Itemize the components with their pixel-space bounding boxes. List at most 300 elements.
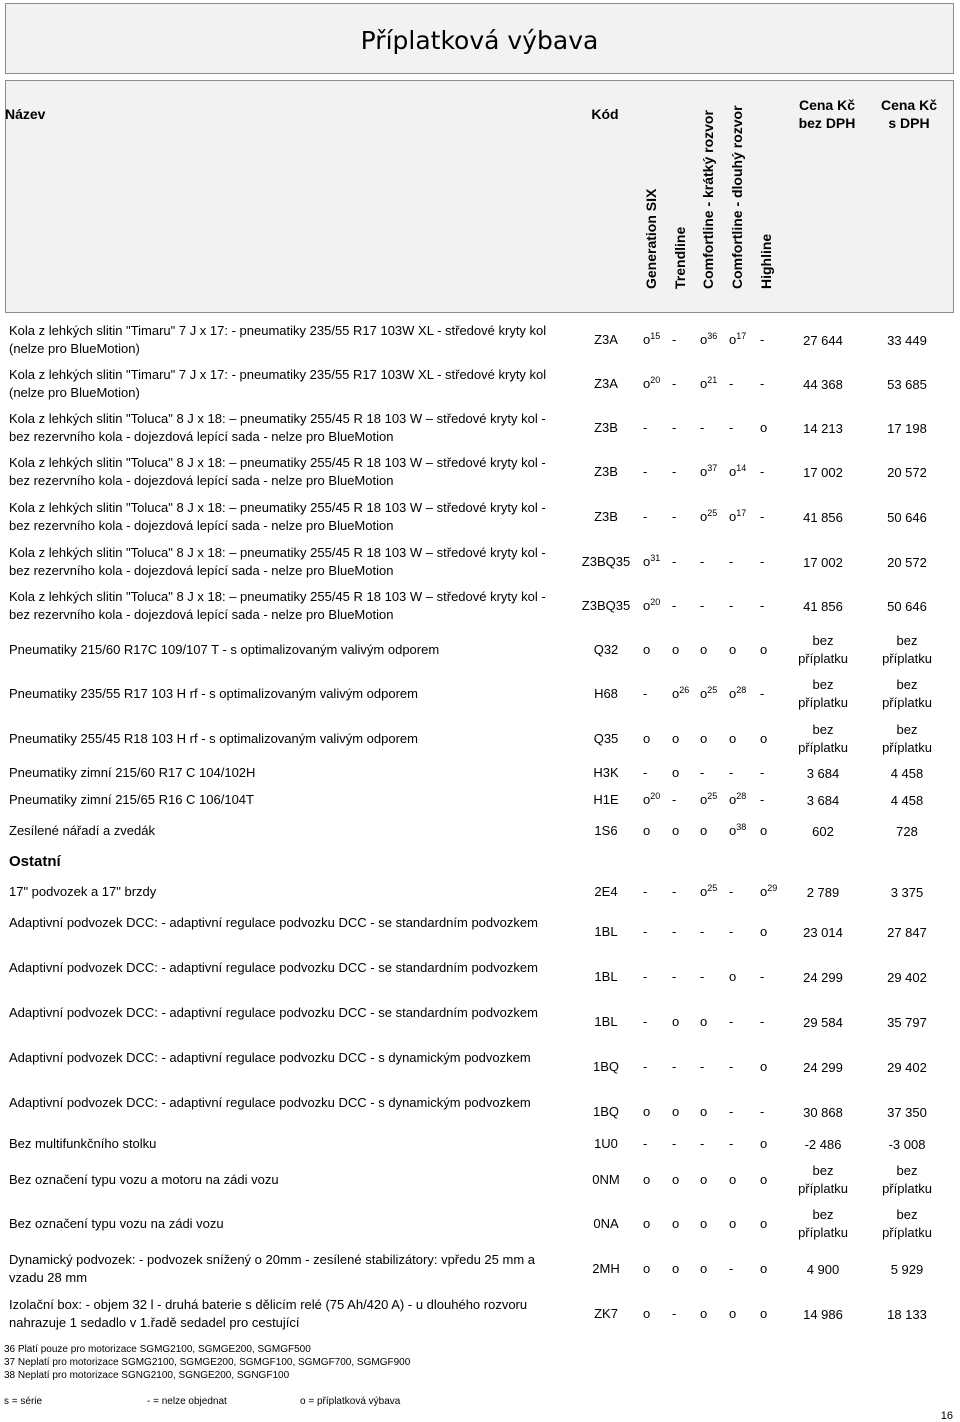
row-name: Adaptivní podvozek DCC: - adaptivní regulace podvozku DCC - s dynamickým podvozkem	[9, 1095, 531, 1110]
row-availability-cell	[729, 332, 753, 347]
row-availability-cell	[760, 509, 784, 524]
table-row	[0, 1158, 960, 1202]
row-availability-cell	[760, 765, 784, 780]
table-row	[0, 1045, 960, 1089]
availability-mark: -	[729, 420, 734, 435]
row-availability-cell	[760, 1104, 784, 1119]
row-availability-cell	[729, 376, 753, 391]
row-name: Izolační box: - objem 32 l - druhá baterie s dělicím relé (75 Ah/420 A) - u dlouhého rozvoru nahrazuje 1 sedadlo v 1.řadě sedadel pro cestující	[9, 1297, 528, 1330]
row-price-gross: 18 133	[887, 1307, 927, 1322]
row-price-gross: 20 572	[887, 555, 927, 570]
table-row	[0, 406, 960, 450]
header-variant-comfort-long: Comfortline - dlouhý rozvor	[729, 105, 745, 289]
row-availability-cell	[643, 642, 667, 657]
footnote-ref: 38	[736, 822, 747, 832]
availability-mark: o	[643, 823, 651, 838]
row-price-gross: bez příplatku	[882, 633, 932, 666]
footnote-ref: 25	[707, 685, 718, 695]
row-price-net: 29 584	[803, 1015, 843, 1030]
row-availability-cell	[700, 464, 724, 479]
row-price-net: 41 856	[803, 599, 843, 614]
availability-mark: -	[729, 884, 734, 899]
row-availability-cell	[700, 1104, 724, 1119]
row-name: Zesílené nářadí a zvedák	[9, 823, 155, 838]
availability-mark: -	[729, 1136, 734, 1151]
header-name: Název	[5, 106, 46, 122]
row-availability-cell	[700, 1172, 724, 1187]
row-availability-cell	[672, 823, 696, 838]
availability-mark: -	[672, 1136, 677, 1151]
footnote-ref: 20	[650, 375, 661, 385]
row-availability-cell	[700, 765, 724, 780]
availability-mark: -	[672, 464, 677, 479]
footnote-37: 37 Neplatí pro motorizace SGMG2100, SGMGE200, SGMGF100, SGMGF700, SGMGF900	[4, 1357, 411, 1368]
availability-mark: o	[672, 1216, 680, 1231]
row-availability-cell	[643, 969, 667, 984]
availability-mark: -	[672, 598, 677, 613]
row-availability-cell	[729, 464, 753, 479]
availability-mark: o	[700, 823, 708, 838]
availability-mark: o	[760, 1216, 768, 1231]
footnote-ref: 17	[736, 508, 747, 518]
row-price-gross: 50 646	[887, 599, 927, 614]
table-row	[0, 717, 960, 761]
row-availability-cell	[672, 1306, 696, 1321]
row-availability-cell	[643, 1216, 667, 1231]
row-price-net: 2 789	[806, 885, 840, 900]
availability-mark: -	[643, 1059, 648, 1074]
row-availability-cell	[643, 1261, 667, 1276]
table-row	[0, 495, 960, 539]
row-name: Kola z lehkých slitin "Toluca" 8 J x 18: – pneumatiky 255/45 R 18 103 W – středové kryty kol - bez rezervního kola - dojezdová lepící sada - nelze pro BlueMotion	[9, 411, 546, 444]
row-availability-cell	[700, 1059, 724, 1074]
row-availability-cell	[672, 792, 696, 807]
table-row	[0, 1000, 960, 1044]
row-price-gross: 4 458	[890, 766, 924, 781]
row-name: Kola z lehkých slitin "Toluca" 8 J x 18: – pneumatiky 255/45 R 18 103 W – středové kryty kol - bez rezervního kola - dojezdová lepící sada - nelze pro BlueMotion	[9, 589, 546, 622]
availability-mark: -	[760, 509, 765, 524]
row-name: Pneumatiky zimní 215/65 R16 C 106/104T	[9, 792, 254, 807]
row-availability-cell	[760, 792, 784, 807]
row-price-net: 602	[812, 824, 834, 839]
availability-mark: -	[729, 1059, 734, 1074]
row-availability-cell	[760, 823, 784, 838]
availability-mark: o	[700, 376, 708, 391]
availability-mark: o	[700, 1216, 708, 1231]
availability-mark: o	[729, 792, 737, 807]
header-code: Kód	[591, 106, 619, 122]
row-availability-cell	[672, 1136, 696, 1151]
footnote-ref: 15	[650, 331, 661, 341]
row-availability-cell	[643, 554, 667, 569]
availability-mark: o	[700, 1104, 708, 1119]
row-price-gross: 33 449	[887, 333, 927, 348]
row-name: Adaptivní podvozek DCC: - adaptivní regulace podvozku DCC - se standardním podvozkem	[9, 1005, 538, 1020]
row-code: Q35	[593, 731, 619, 746]
row-code: 1BL	[594, 969, 618, 984]
availability-mark: o	[760, 731, 768, 746]
row-availability-cell	[700, 969, 724, 984]
row-availability-cell	[643, 1014, 667, 1029]
header-price-gross: Cena Kč s DPH	[880, 97, 938, 131]
title-banner	[5, 3, 954, 74]
row-availability-cell	[643, 823, 667, 838]
availability-mark: -	[760, 686, 765, 701]
availability-mark: o	[643, 1104, 651, 1119]
row-availability-cell	[643, 1059, 667, 1074]
availability-mark: o	[729, 509, 737, 524]
row-price-gross: 27 847	[887, 925, 927, 940]
header-variant-trendline: Trendline	[672, 226, 688, 289]
row-price-net: 14 213	[803, 421, 843, 436]
row-availability-cell	[729, 1306, 753, 1321]
availability-mark: -	[760, 1014, 765, 1029]
row-price-gross: bez příplatku	[882, 1207, 932, 1240]
table-row	[0, 318, 960, 362]
row-availability-cell	[672, 376, 696, 391]
availability-mark: -	[729, 1014, 734, 1029]
row-availability-cell	[700, 792, 724, 807]
availability-mark: o	[643, 1172, 651, 1187]
row-price-gross: 35 797	[887, 1015, 927, 1030]
row-availability-cell	[643, 1104, 667, 1119]
availability-mark: o	[760, 420, 768, 435]
row-code: Z3A	[594, 376, 618, 391]
availability-mark: o	[643, 1306, 651, 1321]
availability-mark: o	[700, 731, 708, 746]
page-number: 16	[940, 1410, 953, 1422]
row-code: 1S6	[594, 823, 618, 838]
availability-mark: o	[672, 1261, 680, 1276]
row-availability-cell	[760, 1014, 784, 1029]
row-price-gross: 53 685	[887, 377, 927, 392]
row-availability-cell	[672, 464, 696, 479]
row-availability-cell	[672, 1216, 696, 1231]
row-name: Kola z lehkých slitin "Toluca" 8 J x 18: – pneumatiky 255/45 R 18 103 W – středové kryty kol - bez rezervního kola - dojezdová lepící sada - nelze pro BlueMotion	[9, 545, 546, 578]
table-row	[0, 1202, 960, 1246]
row-price-net: -2 486	[804, 1137, 842, 1152]
footnote-ref: 17	[736, 331, 747, 341]
availability-mark: o	[760, 884, 768, 899]
availability-mark: -	[729, 376, 734, 391]
row-code: 1BQ	[592, 1104, 619, 1119]
availability-mark: o	[729, 686, 737, 701]
availability-mark: -	[672, 1306, 677, 1321]
row-availability-cell	[700, 686, 724, 701]
availability-mark: o	[760, 823, 768, 838]
availability-mark: o	[643, 1261, 651, 1276]
row-price-gross: 5 929	[890, 1262, 924, 1277]
page-title: Příplatková výbava	[360, 26, 599, 55]
availability-mark: -	[729, 598, 734, 613]
availability-mark: -	[760, 1104, 765, 1119]
row-price-net: bez příplatku	[798, 677, 848, 710]
row-code: H1E	[593, 792, 619, 807]
row-price-net: 44 368	[803, 377, 843, 392]
row-availability-cell	[672, 332, 696, 347]
row-availability-cell	[672, 554, 696, 569]
row-availability-cell	[729, 1172, 753, 1187]
row-availability-cell	[729, 642, 753, 657]
row-code: Z3BQ35	[581, 598, 631, 613]
row-availability-cell	[760, 969, 784, 984]
row-availability-cell	[643, 464, 667, 479]
availability-mark: o	[672, 686, 680, 701]
table-row	[0, 817, 960, 845]
row-availability-cell	[760, 1306, 784, 1321]
row-availability-cell	[643, 884, 667, 899]
table-row	[0, 628, 960, 672]
row-price-net: bez příplatku	[798, 1163, 848, 1196]
availability-mark: -	[729, 765, 734, 780]
row-availability-cell	[643, 1136, 667, 1151]
table-row	[0, 1292, 960, 1336]
row-availability-cell	[729, 884, 753, 899]
availability-mark: -	[672, 554, 677, 569]
availability-mark: o	[729, 642, 737, 657]
footnote-ref: 20	[650, 791, 661, 801]
row-availability-cell	[700, 1014, 724, 1029]
availability-mark: -	[760, 792, 765, 807]
availability-mark: o	[643, 642, 651, 657]
availability-mark: -	[700, 765, 705, 780]
row-price-gross: 50 646	[887, 510, 927, 525]
row-name: Dynamický podvozek: - podvozek snížený o 20mm - zesílené stabilizátory: vpředu 25 mm a vzadu 28 mm	[9, 1252, 536, 1285]
row-availability-cell	[700, 1306, 724, 1321]
row-price-net: bez příplatku	[798, 722, 848, 755]
row-price-gross: 37 350	[887, 1105, 927, 1120]
row-availability-cell	[700, 642, 724, 657]
availability-mark: -	[643, 464, 648, 479]
row-code: 0NA	[593, 1216, 619, 1231]
row-availability-cell	[729, 1216, 753, 1231]
table-row	[0, 540, 960, 584]
availability-mark: -	[700, 554, 705, 569]
availability-mark: o	[729, 969, 737, 984]
availability-mark: -	[700, 420, 705, 435]
row-availability-cell	[760, 376, 784, 391]
row-availability-cell	[700, 420, 724, 435]
footnote-ref: 25	[707, 508, 718, 518]
availability-mark: o	[700, 884, 708, 899]
availability-mark: o	[700, 686, 708, 701]
availability-mark: -	[729, 1261, 734, 1276]
row-availability-cell	[729, 420, 753, 435]
row-name: Kola z lehkých slitin "Timaru" 7 J x 17: - pneumatiky 235/55 R17 103W XL - středové kryty kol (nelze pro BlueMotion)	[9, 367, 547, 400]
availability-mark: o	[672, 642, 680, 657]
row-availability-cell	[700, 823, 724, 838]
row-availability-cell	[760, 1261, 784, 1276]
availability-mark: -	[760, 969, 765, 984]
availability-mark: -	[672, 376, 677, 391]
availability-mark: o	[643, 731, 651, 746]
row-code: ZK7	[594, 1306, 618, 1321]
row-code: Z3B	[594, 509, 618, 524]
table-row	[0, 584, 960, 628]
row-code: Z3B	[594, 464, 618, 479]
footnote-ref: 25	[707, 791, 718, 801]
row-price-gross: 728	[896, 824, 918, 839]
table-row	[0, 450, 960, 494]
availability-mark: o	[760, 1059, 768, 1074]
row-availability-cell	[729, 924, 753, 939]
header-variant-highline: Highline	[758, 233, 774, 289]
table-row	[0, 672, 960, 716]
row-availability-cell	[729, 1136, 753, 1151]
row-price-net: 4 900	[806, 1262, 840, 1277]
legend-series: s = série	[4, 1396, 43, 1407]
availability-mark: -	[672, 509, 677, 524]
availability-mark: -	[643, 765, 648, 780]
row-code: Z3A	[594, 332, 618, 347]
availability-mark: o	[700, 1306, 708, 1321]
row-name: Kola z lehkých slitin "Toluca" 8 J x 18: – pneumatiky 255/45 R 18 103 W – středové kryty kol - bez rezervního kola - dojezdová lepící sada - nelze pro BlueMotion	[9, 500, 546, 533]
table-row	[0, 785, 960, 815]
row-price-net: 17 002	[803, 465, 843, 480]
row-availability-cell	[672, 686, 696, 701]
availability-mark: -	[643, 1136, 648, 1151]
row-availability-cell	[760, 1216, 784, 1231]
row-name: Kola z lehkých slitin "Toluca" 8 J x 18: – pneumatiky 255/45 R 18 103 W – středové kryty kol - bez rezervního kola - dojezdová lepící sada - nelze pro BlueMotion	[9, 455, 546, 488]
row-code: Q32	[593, 642, 619, 657]
row-availability-cell	[700, 924, 724, 939]
row-availability-cell	[643, 792, 667, 807]
availability-mark: -	[760, 598, 765, 613]
availability-mark: -	[729, 924, 734, 939]
row-availability-cell	[672, 1014, 696, 1029]
availability-mark: o	[700, 1261, 708, 1276]
availability-mark: -	[729, 1104, 734, 1119]
availability-mark: o	[700, 1172, 708, 1187]
footnote-36: 36 Platí pouze pro motorizace SGMG2100, SGMGE200, SGMGF500	[4, 1344, 311, 1355]
row-availability-cell	[760, 1059, 784, 1074]
row-availability-cell	[760, 924, 784, 939]
row-price-gross: 17 198	[887, 421, 927, 436]
footnote-ref: 28	[736, 685, 747, 695]
availability-mark: o	[643, 332, 651, 347]
row-availability-cell	[760, 686, 784, 701]
row-availability-cell	[760, 1172, 784, 1187]
row-availability-cell	[672, 509, 696, 524]
legend-not-orderable: - = nelze objednat	[147, 1396, 227, 1407]
footnote-ref: 21	[707, 375, 718, 385]
legend-optional: o = příplatková výbava	[300, 1396, 401, 1407]
row-name: Pneumatiky 255/45 R18 103 H rf - s optimalizovaným valivým odporem	[9, 731, 418, 746]
availability-mark: o	[760, 1136, 768, 1151]
row-price-gross: bez příplatku	[882, 722, 932, 755]
row-price-net: 23 014	[803, 925, 843, 940]
availability-mark: o	[729, 464, 737, 479]
availability-mark: o	[672, 731, 680, 746]
row-availability-cell	[700, 1136, 724, 1151]
availability-mark: -	[643, 884, 648, 899]
row-availability-cell	[729, 765, 753, 780]
row-availability-cell	[729, 1104, 753, 1119]
footnote-ref: 20	[650, 597, 661, 607]
availability-mark: o	[643, 376, 651, 391]
row-availability-cell	[700, 598, 724, 613]
row-price-net: bez příplatku	[798, 633, 848, 666]
availability-mark: o	[760, 1261, 768, 1276]
row-availability-cell	[643, 765, 667, 780]
availability-mark: -	[672, 924, 677, 939]
availability-mark: o	[672, 1104, 680, 1119]
row-code: 0NM	[592, 1172, 620, 1187]
footnote-ref: 29	[767, 883, 778, 893]
row-availability-cell	[729, 554, 753, 569]
availability-mark: o	[643, 792, 651, 807]
availability-mark: o	[760, 1172, 768, 1187]
row-availability-cell	[672, 1172, 696, 1187]
row-name: Bez označení typu vozu na zádi vozu	[9, 1216, 224, 1231]
row-availability-cell	[672, 420, 696, 435]
availability-mark: o	[643, 554, 651, 569]
row-code: 1BQ	[592, 1059, 619, 1074]
footnote-38: 38 Neplatí pro motorizace SGNG2100, SGNGE200, SGNGF100	[4, 1370, 290, 1381]
row-price-net: 30 868	[803, 1105, 843, 1120]
availability-mark: o	[672, 765, 680, 780]
row-availability-cell	[700, 1261, 724, 1276]
availability-mark: o	[729, 731, 737, 746]
row-availability-cell	[643, 509, 667, 524]
row-availability-cell	[729, 792, 753, 807]
row-availability-cell	[672, 1104, 696, 1119]
availability-mark: o	[643, 598, 651, 613]
footnote-ref: 37	[707, 463, 718, 473]
table-row	[0, 1133, 960, 1155]
row-name: Pneumatiky zimní 215/60 R17 C 104/102H	[9, 765, 256, 780]
availability-mark: -	[643, 924, 648, 939]
row-price-net: 3 684	[806, 793, 840, 808]
footnote-ref: 28	[736, 791, 747, 801]
availability-mark: -	[672, 969, 677, 984]
row-code: 1BL	[594, 1014, 618, 1029]
row-availability-cell	[760, 642, 784, 657]
availability-mark: o	[729, 1216, 737, 1231]
availability-mark: o	[700, 1014, 708, 1029]
availability-mark: -	[700, 1059, 705, 1074]
row-price-net: 14 986	[803, 1307, 843, 1322]
row-availability-cell	[700, 332, 724, 347]
availability-mark: o	[700, 509, 708, 524]
availability-mark: -	[643, 420, 648, 435]
row-price-gross: 4 458	[890, 793, 924, 808]
row-name: Adaptivní podvozek DCC: - adaptivní regulace podvozku DCC - se standardním podvozkem	[9, 960, 538, 975]
availability-mark: -	[672, 332, 677, 347]
row-availability-cell	[672, 642, 696, 657]
availability-mark: o	[700, 642, 708, 657]
row-availability-cell	[729, 823, 753, 838]
availability-mark: o	[672, 1014, 680, 1029]
availability-mark: -	[700, 924, 705, 939]
row-availability-cell	[729, 731, 753, 746]
row-price-net: bez příplatku	[798, 1207, 848, 1240]
availability-mark: -	[760, 765, 765, 780]
row-availability-cell	[672, 765, 696, 780]
row-availability-cell	[672, 884, 696, 899]
row-availability-cell	[760, 598, 784, 613]
availability-mark: -	[760, 464, 765, 479]
availability-mark: o	[729, 1306, 737, 1321]
row-price-net: 24 299	[803, 1060, 843, 1075]
row-price-gross: 29 402	[887, 970, 927, 985]
row-availability-cell	[729, 598, 753, 613]
availability-mark: -	[729, 554, 734, 569]
row-availability-cell	[729, 969, 753, 984]
row-name: Adaptivní podvozek DCC: - adaptivní regulace podvozku DCC - s dynamickým podvozkem	[9, 1050, 531, 1065]
availability-mark: o	[672, 1172, 680, 1187]
availability-mark: -	[760, 554, 765, 569]
